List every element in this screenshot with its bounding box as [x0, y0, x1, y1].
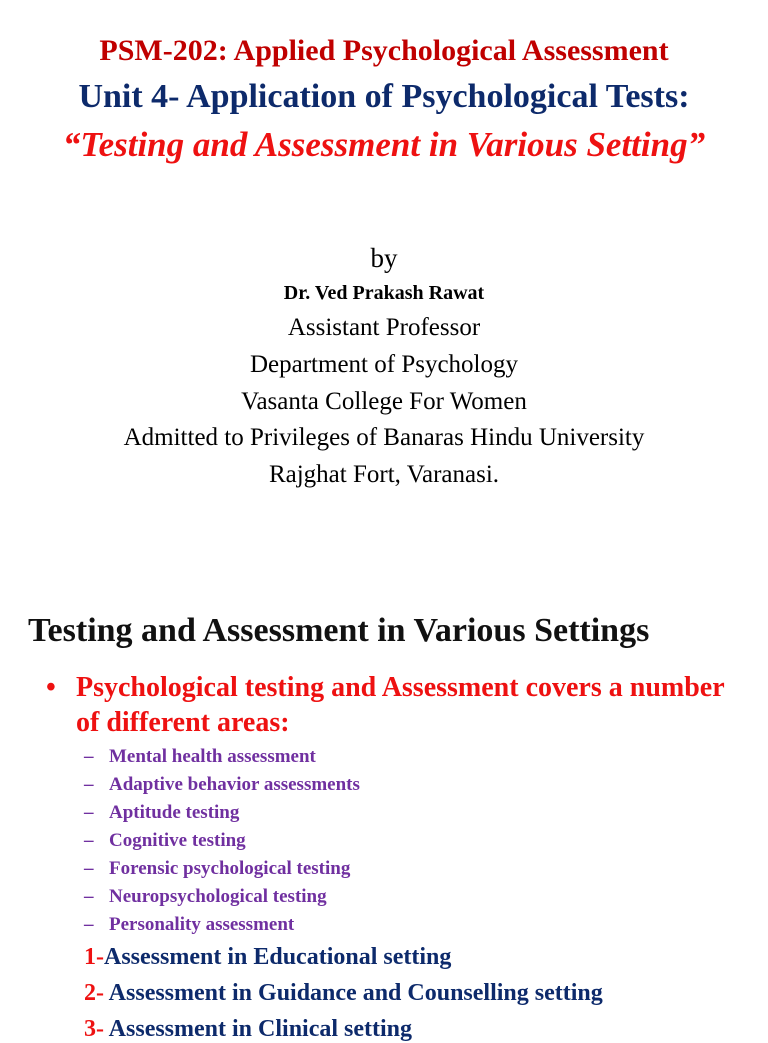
list-item-text: Neuropsychological testing [109, 886, 327, 907]
list-item [84, 858, 360, 886]
course-title: PSM-202: Applied Psychological Assessment [99, 34, 669, 67]
item-number: 1- [84, 944, 104, 970]
assessment-areas-list [84, 746, 360, 942]
item-text: Assessment in Clinical setting [104, 1016, 413, 1042]
dash-icon: – [84, 802, 94, 823]
item-text: Assessment in Guidance and Counselling setting [104, 980, 603, 1006]
list-item-text: Personality assessment [109, 914, 295, 935]
dash-icon: – [84, 914, 94, 935]
dash-icon: – [84, 746, 94, 767]
list-item-text: Adaptive behavior assessments [109, 774, 360, 795]
unit-title: Unit 4- Application of Psychological Tests: [78, 78, 690, 115]
main-bullet [46, 670, 746, 740]
list-item-text: Aptitude testing [109, 802, 240, 823]
numbered-item-educational [84, 944, 451, 971]
numbered-item-guidance [84, 980, 603, 1007]
slide-title: Testing and Assessment in Various Settings [28, 612, 650, 649]
author-name: Dr. Ved Prakash Rawat [283, 282, 485, 304]
dash-icon: – [84, 774, 94, 795]
dash-icon: – [84, 858, 94, 879]
numbered-item-clinical [84, 1016, 412, 1043]
list-item [84, 886, 360, 914]
list-item [84, 802, 360, 830]
author-location: Rajghat Fort, Varanasi. [268, 461, 500, 488]
slide-subtitle: “Testing and Assessment in Various Setting” [62, 125, 706, 164]
main-bullet-text: Psychological testing and Assessment covers a number of different areas: [76, 672, 725, 738]
list-item-text: Mental health assessment [109, 746, 316, 767]
content-slide [0, 580, 768, 1042]
list-item-text: Forensic psychological testing [109, 858, 351, 879]
author-designation: Assistant Professor [287, 314, 481, 341]
author-department: Department of Psychology [249, 351, 518, 378]
list-item [84, 774, 360, 802]
dash-icon: – [84, 830, 94, 851]
list-item [84, 914, 360, 942]
author-university: Admitted to Privileges of Banaras Hindu University [123, 424, 645, 451]
by-label: by [370, 243, 398, 273]
author-college: Vasanta College For Women [241, 388, 527, 415]
item-text: Assessment in Educational setting [104, 944, 452, 970]
item-number: 3- [84, 1016, 104, 1042]
bullet-icon: • [46, 672, 56, 703]
list-item [84, 830, 360, 858]
list-item [84, 746, 360, 774]
item-number: 2- [84, 980, 104, 1006]
dash-icon: – [84, 886, 94, 907]
list-item-text: Cognitive testing [109, 830, 246, 851]
